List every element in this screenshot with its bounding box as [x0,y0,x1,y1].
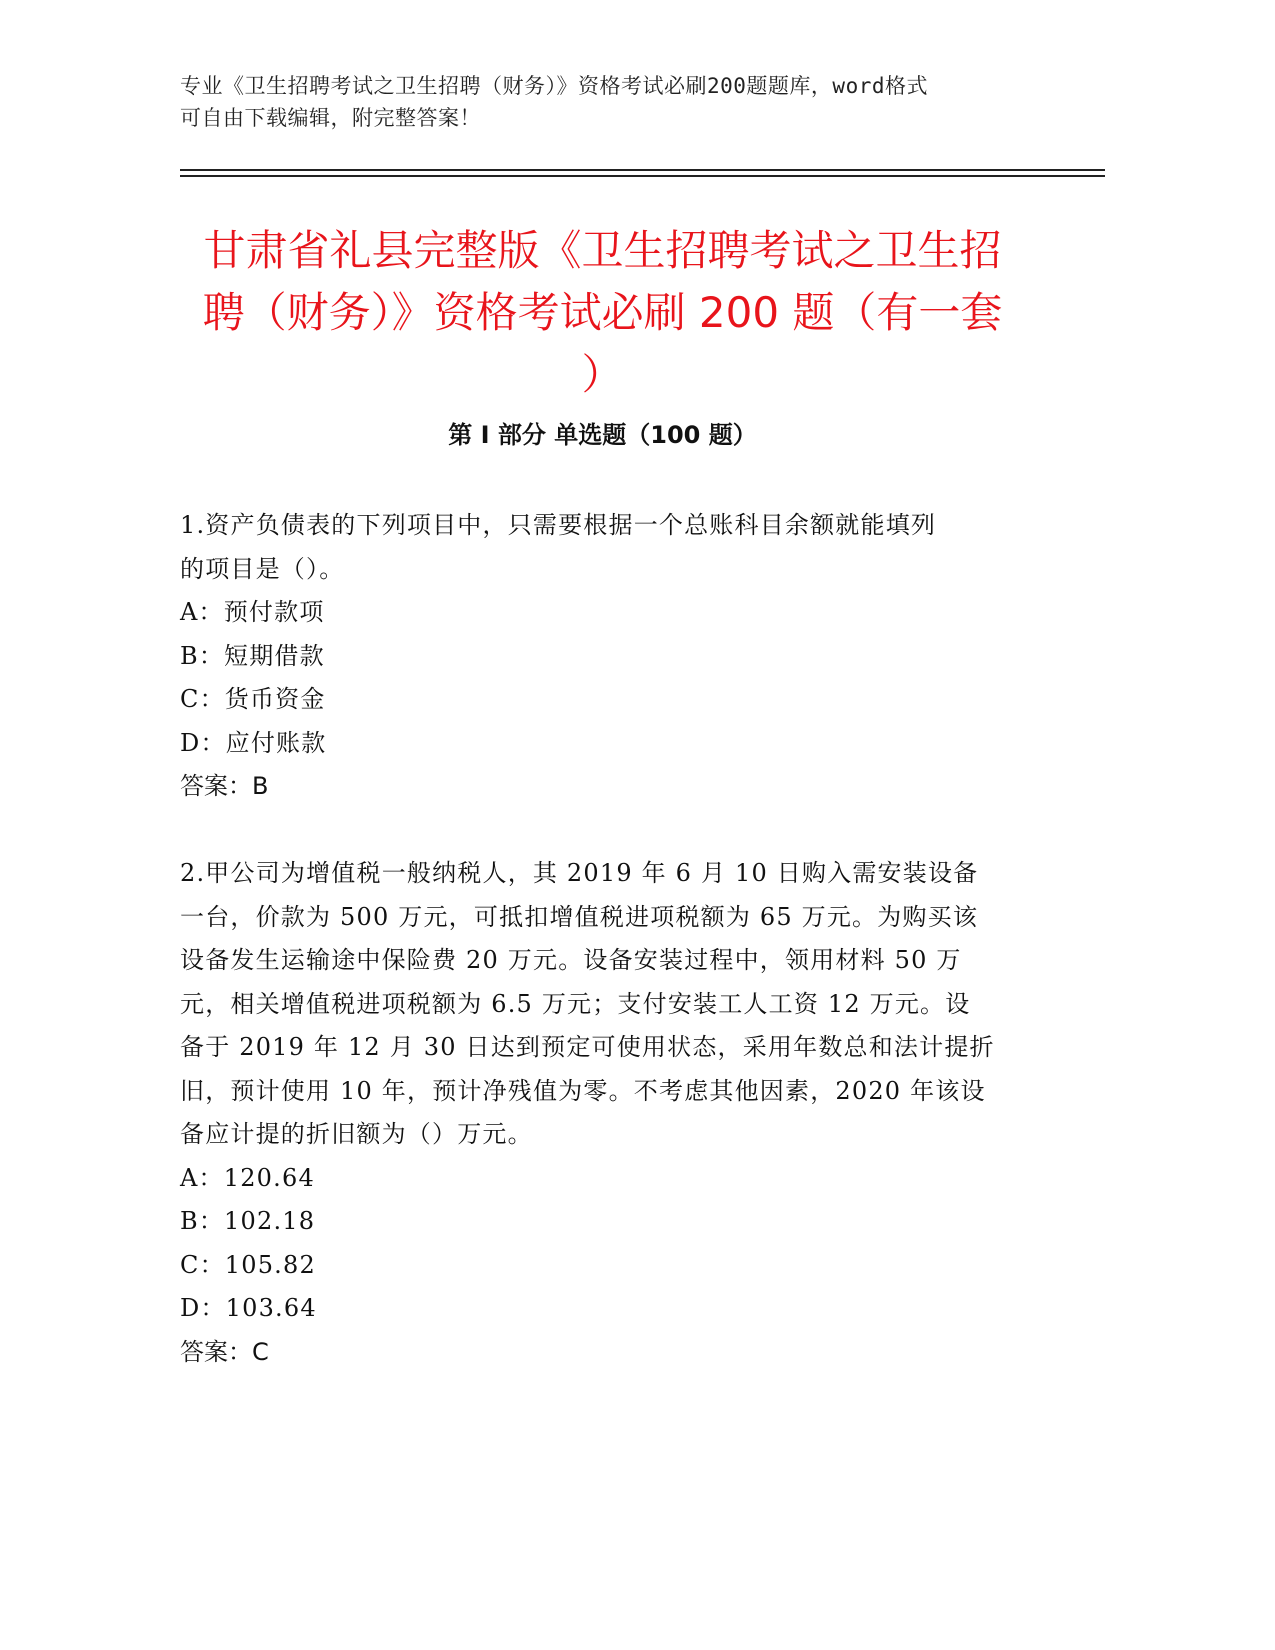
question-text-line: 旧，预计使用 10 年，预计净残值为零。不考虑其他因素，2020 年该设 [180,1076,986,1105]
question-text-line: 1.资产负债表的下列项目中，只需要根据一个总账科目余额就能填列 [180,511,937,539]
question-1 [180,504,1040,809]
answer-label: 答案：B [180,772,269,800]
question-text-line: 一台，价款为 500 万元，可抵扣增值税进项税额为 65 万元。为购买该 [180,902,979,931]
document-title-line: 聘（财务）》资格考试必刷 200 题（有一套 [202,288,1003,337]
section-title: 第 I 部分 单选题（100 题） [448,421,757,449]
header-divider-top [180,169,1105,171]
question-text-line: 备应计提的折旧额为（）万元。 [180,1120,533,1148]
option-b: B：102.18 [180,1207,316,1235]
document-title-line: ） [581,350,624,399]
document-title [180,220,1025,406]
question-text-line: 元，相关增值税进项税额为 6.5 万元；支付安装工人工资 12 万元。设 [180,989,971,1018]
question-text-line: 设备发生运输途中保险费 20 万元。设备安装过程中，领用材料 50 万 [180,946,962,974]
header-note-line: 可自由下载编辑，附完整答案！ [180,106,481,130]
answer-label: 答案：C [180,1337,269,1366]
option-a: A：预付款项 [180,598,325,626]
header-note [180,70,1040,134]
question-text-line: 2.甲公司为增值税一般纳税人，其 2019 年 6 月 10 日购入需安装设备 [180,859,979,887]
header-divider-bottom [180,175,1105,177]
option-b: B：短期借款 [180,641,325,670]
option-a: A：120.64 [180,1163,315,1192]
option-c: C：货币资金 [180,685,326,713]
header-note-line: 专业《卫生招聘考试之卫生招聘（财务）》资格考试必刷200题题库，word格式 [180,74,928,98]
document-title-line: 甘肃省礼县完整版《卫生招聘考试之卫生招 [203,226,1002,275]
option-d: D：应付账款 [180,728,327,757]
option-d: D：103.64 [180,1294,317,1322]
question-2 [180,852,1040,1374]
question-text-line: 的项目是（）。 [180,554,345,583]
question-text-line: 备于 2019 年 12 月 30 日达到预定可使用状态，采用年数总和法计提折 [180,1033,995,1061]
option-c: C：105.82 [180,1250,316,1279]
